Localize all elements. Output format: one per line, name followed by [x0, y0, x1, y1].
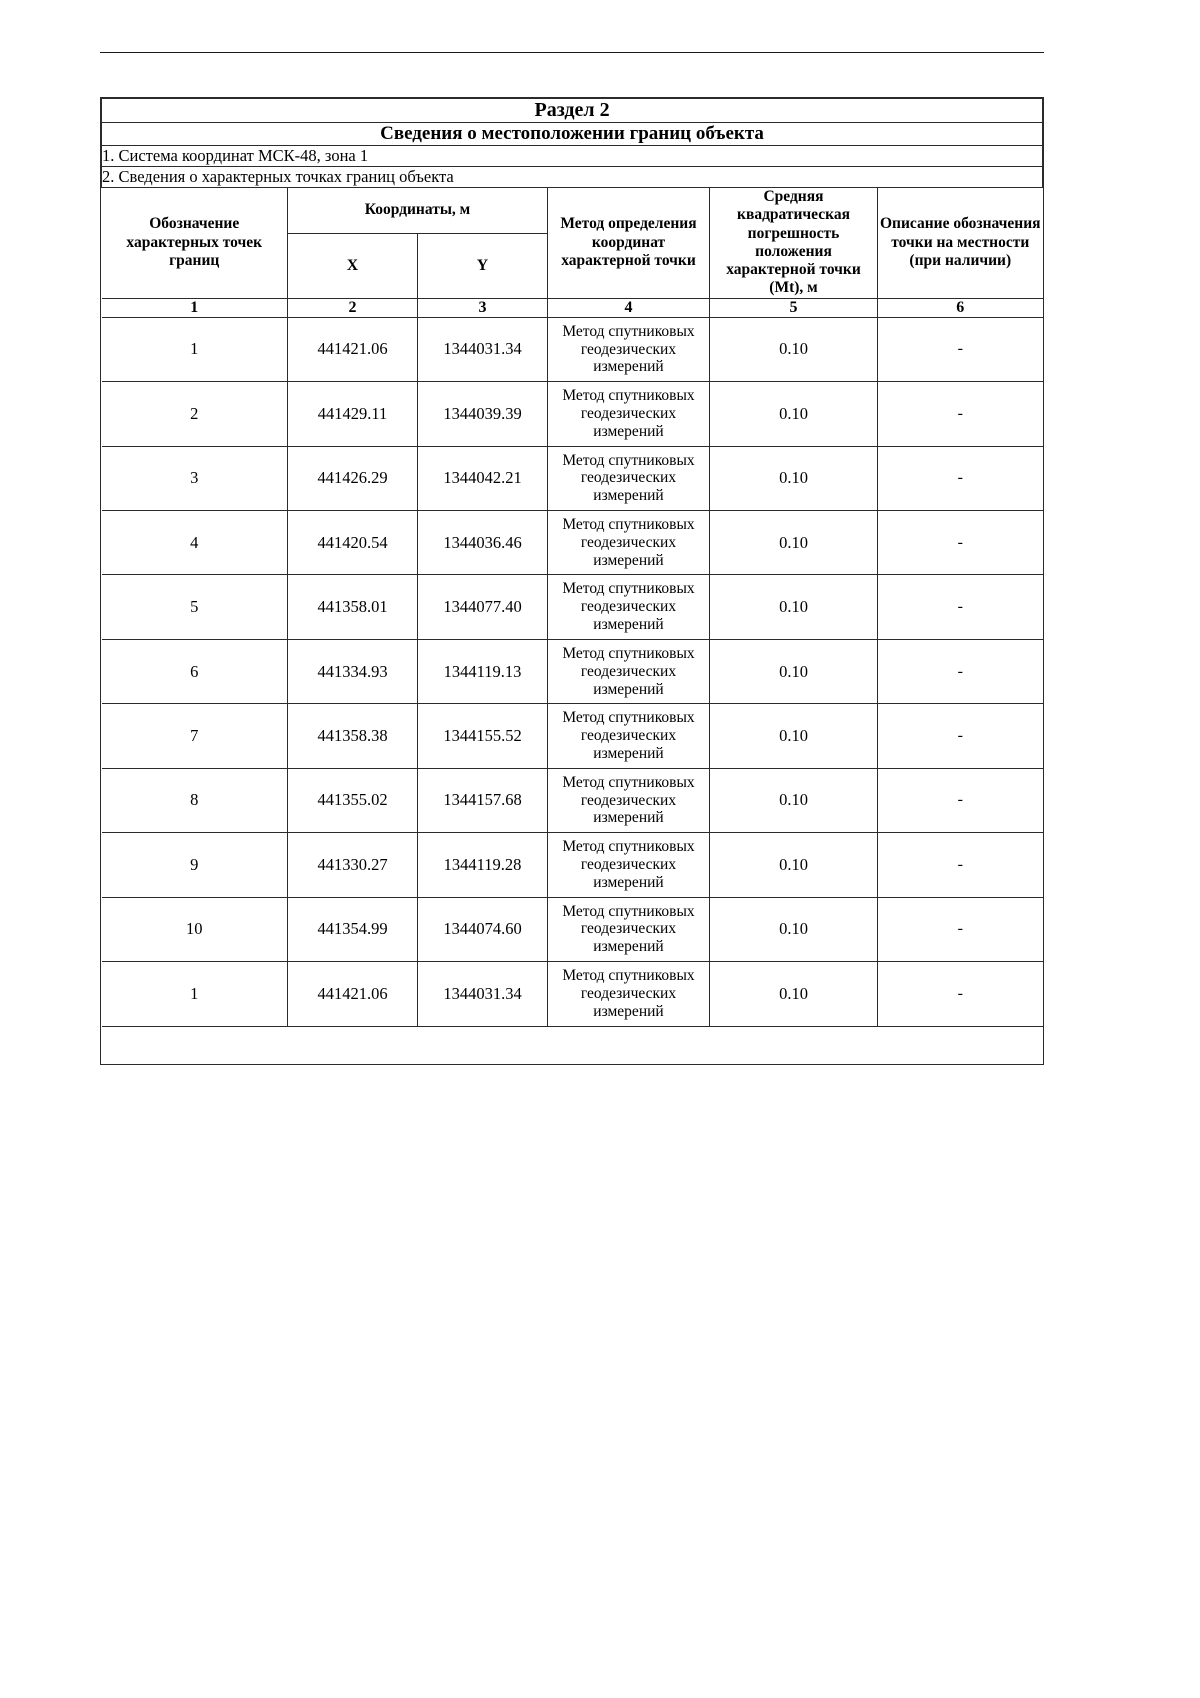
cell-point: 2 — [102, 382, 288, 446]
cell-y: 1344119.28 — [418, 833, 548, 897]
table-row — [102, 768, 1043, 832]
table-row — [102, 704, 1043, 768]
cell-method: Метод спутниковых геодезических измерений — [548, 833, 710, 897]
header-rule — [100, 52, 1044, 53]
header-mt: Средняя квадратическая погрешность положения характерной точки (Mt), м — [710, 188, 878, 299]
cell-description: - — [878, 962, 1043, 1026]
header-x: X — [288, 233, 418, 298]
cell-method: Метод спутниковых геодезических измерений — [548, 897, 710, 961]
cell-y: 1344031.34 — [418, 962, 548, 1026]
section-title-row — [102, 99, 1043, 123]
cell-x: 441355.02 — [288, 768, 418, 832]
cell-x: 441330.27 — [288, 833, 418, 897]
header-method: Метод определения координат характерной точки — [548, 188, 710, 299]
cell-y: 1344031.34 — [418, 317, 548, 381]
boundary-points-table — [101, 98, 1043, 1027]
cell-y: 1344155.52 — [418, 704, 548, 768]
header-coordinates-group: Координаты, м — [288, 188, 548, 234]
cell-method: Метод спутниковых геодезических измерений — [548, 317, 710, 381]
cell-method: Метод спутниковых геодезических измерений — [548, 575, 710, 639]
cell-y: 1344074.60 — [418, 897, 548, 961]
cell-point: 8 — [102, 768, 288, 832]
column-number-1: 1 — [102, 298, 288, 317]
coordinate-system-row — [102, 146, 1043, 167]
cell-description: - — [878, 511, 1043, 575]
column-number-4: 4 — [548, 298, 710, 317]
header-point-designation: Обозначение характерных точек границ — [102, 188, 288, 299]
cell-description: - — [878, 575, 1043, 639]
cell-point: 4 — [102, 511, 288, 575]
cell-mt: 0.10 — [710, 962, 878, 1026]
table-row — [102, 446, 1043, 510]
cell-x: 441426.29 — [288, 446, 418, 510]
cell-x: 441421.06 — [288, 962, 418, 1026]
cell-point: 1 — [102, 317, 288, 381]
cell-point: 10 — [102, 897, 288, 961]
cell-mt: 0.10 — [710, 639, 878, 703]
table-row — [102, 317, 1043, 381]
cell-description: - — [878, 382, 1043, 446]
cell-point: 1 — [102, 962, 288, 1026]
cell-y: 1344039.39 — [418, 382, 548, 446]
cell-point: 6 — [102, 639, 288, 703]
cell-x: 441358.38 — [288, 704, 418, 768]
column-number-5: 5 — [710, 298, 878, 317]
cell-y: 1344036.46 — [418, 511, 548, 575]
cell-method: Метод спутниковых геодезических измерений — [548, 704, 710, 768]
cell-method: Метод спутниковых геодезических измерений — [548, 639, 710, 703]
table-row — [102, 833, 1043, 897]
cell-point: 7 — [102, 704, 288, 768]
cell-method: Метод спутниковых геодезических измерений — [548, 511, 710, 575]
column-number-2: 2 — [288, 298, 418, 317]
cell-y: 1344157.68 — [418, 768, 548, 832]
table-row — [102, 962, 1043, 1026]
cell-method: Метод спутниковых геодезических измерений — [548, 768, 710, 832]
cell-x: 441421.06 — [288, 317, 418, 381]
cell-description: - — [878, 833, 1043, 897]
section-title: Раздел 2 — [102, 99, 1043, 123]
points-info-row — [102, 167, 1043, 188]
points-info-text: 2. Сведения о характерных точках границ объекта — [102, 167, 1043, 188]
table-row — [102, 575, 1043, 639]
cell-mt: 0.10 — [710, 897, 878, 961]
cell-mt: 0.10 — [710, 575, 878, 639]
section-frame-footer — [100, 1027, 1044, 1065]
cell-x: 441429.11 — [288, 382, 418, 446]
column-number-3: 3 — [418, 298, 548, 317]
cell-method: Метод спутниковых геодезических измерений — [548, 446, 710, 510]
cell-description: - — [878, 639, 1043, 703]
cell-point: 9 — [102, 833, 288, 897]
cell-method: Метод спутниковых геодезических измерений — [548, 962, 710, 1026]
table-row — [102, 382, 1043, 446]
section-subtitle: Сведения о местоположении границ объекта — [102, 123, 1043, 146]
table-header-row-1 — [102, 188, 1043, 234]
cell-mt: 0.10 — [710, 833, 878, 897]
column-number-6: 6 — [878, 298, 1043, 317]
cell-y: 1344077.40 — [418, 575, 548, 639]
cell-description: - — [878, 768, 1043, 832]
cell-point: 3 — [102, 446, 288, 510]
cell-mt: 0.10 — [710, 382, 878, 446]
cell-mt: 0.10 — [710, 446, 878, 510]
section-frame — [100, 97, 1044, 1027]
cell-point: 5 — [102, 575, 288, 639]
table-row — [102, 511, 1043, 575]
cell-description: - — [878, 897, 1043, 961]
table-body — [102, 99, 1043, 1027]
cell-y: 1344042.21 — [418, 446, 548, 510]
header-y: Y — [418, 233, 548, 298]
cell-x: 441420.54 — [288, 511, 418, 575]
cell-method: Метод спутниковых геодезических измерений — [548, 382, 710, 446]
cell-mt: 0.10 — [710, 317, 878, 381]
cell-mt: 0.10 — [710, 704, 878, 768]
cell-y: 1344119.13 — [418, 639, 548, 703]
column-number-row — [102, 298, 1043, 317]
cell-description: - — [878, 446, 1043, 510]
header-description: Описание обозначения точки на местности (при наличии) — [878, 188, 1043, 299]
cell-description: - — [878, 317, 1043, 381]
cell-x: 441354.99 — [288, 897, 418, 961]
coordinate-system-text: 1. Система координат МСК-48, зона 1 — [102, 146, 1043, 167]
cell-x: 441358.01 — [288, 575, 418, 639]
cell-x: 441334.93 — [288, 639, 418, 703]
table-row — [102, 639, 1043, 703]
cell-mt: 0.10 — [710, 511, 878, 575]
cell-mt: 0.10 — [710, 768, 878, 832]
section-subtitle-row — [102, 123, 1043, 146]
table-row — [102, 897, 1043, 961]
cell-description: - — [878, 704, 1043, 768]
